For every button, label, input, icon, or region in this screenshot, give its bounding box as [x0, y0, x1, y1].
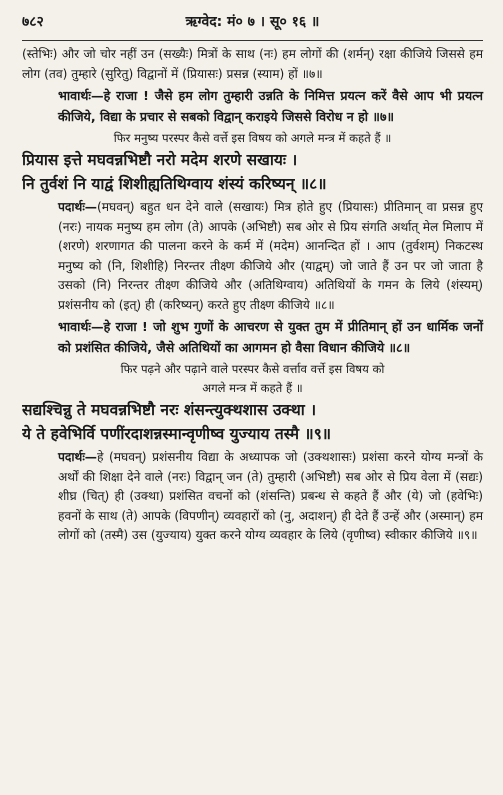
page-header [22, 12, 483, 41]
padarth-continuation: (स्तेभिः) और जो चोर नहीं उन (सख्यैः) मित्रों के साथ (नः) हम लोगों की (शर्मन्) रक्षा कीजिये जिससे हम लोग (तव) तुम्हारे (सुरितु) विद्वानों में (प्रियासः) प्रसन्न (स्याम) हों ॥७॥ [22, 47, 483, 81]
padarth-label: पदार्थः— [58, 450, 97, 464]
padarth-text: हे (मघवन्) प्रशंसनीय विद्या के अध्यापक जो (उक्थशासः) प्रशंसा करने योग्य मन्त्रों के अर्थों की शिक्षा देने वाले (नरः) विद्वान् जन (ते) तुम्हारी (अभिष्टौ) सब ओर से प्रिय वेला में (सद्यः) शीघ्र (चित्) ही (उक्था) प्रशंसित वचनों को (शंसन्ति) प्रबन्ध से कहते हैं और (ये) जो (हवेभिः) हवनों के साथ (ते) आपके (विपणीन्) व्यवहारों को (नु, अदाशन्) ही देते हैं उन्हें और (अस्मान्) हम लोगों को (तस्मै) उस (युज्याय) युक्त करने योग्य व्यवहार के लिये (वृणीष्व) स्वीकार कीजिये ॥९॥ [58, 450, 483, 542]
intro-line-b: अगले मन्त्र में कहते हैं ॥ [202, 381, 303, 395]
mantra-8-line-1: प्रियास इत्ते मघवन्नभिष्टौ नरो मदेम शरणे सखायः । [22, 151, 298, 169]
bhavarth-text: हे राजा ! जो शुभ गुणों के आचरण से युक्त तुम में प्रीतिमान् हों उन धार्मिक जनों को प्रशंसित कीजिये, जैसे अतिथियों का आगमन हो वैसा विधान कीजिये ॥८॥ [58, 319, 483, 355]
bhavarth-7 [22, 86, 483, 127]
bhavarth-label: भावार्थः— [58, 88, 104, 103]
padarth-label: पदार्थः— [58, 200, 97, 214]
mantra-9-line-2: ये ते हवेभिर्वि पणींरदाशन्नस्मान्वृणीष्व युज्याय तस्मै ॥९॥ [22, 425, 332, 443]
padarth-text: (मघवन्) बहुत धन देने वाले (सखायः) मित्र होते हुए (प्रियासः) प्रीतिमान् वा प्रसन्न हुए (नरः) नायक मनुष्य हम लोग (ते) आपके (अभिष्टौ) सब ओर से प्रिय संगति अर्थात् मेल मिलाप में (शरणे) शरणागत की पालना करने के कर्म में (मदेम) आनन्दित हों । आप (तुर्वशम्) निकटस्थ मनुष्य को (नि, शिशीहि) निरन्तर तीक्ष्ण कीजिये और (याद्वम्) जो जाते हैं उन पर जो जाता है उसको (नि) निरन्तर तीक्ष्ण कीजिये और (अतिथिग्वाय) अतिथियों के गमन के लिये (शंस्यम्) प्रशंसनीय को (इत्) ही (करिष्यन्) करते हुए तीक्ष्ण कीजिये ॥८॥ [58, 200, 483, 312]
running-head: ऋग्वेद: मं० ७ । सू० १६ ॥ [185, 14, 320, 30]
padarth-8 [22, 198, 483, 315]
bhavarth-8 [22, 317, 483, 358]
bhavarth-text: हे राजा ! जैसे हम लोग तुम्हारी उन्नति के निमित्त प्रयत्न करें वैसे आप भी प्रयत्न कीजिये, विद्या के प्रचार से सबको विद्वान् कराइये जिससे विरोध न हो ॥७॥ [58, 88, 483, 124]
intro-line: फिर मनुष्य परस्पर कैसे वर्त्ते इस विषय को अगले मन्त्र में कहते हैं ॥ [113, 131, 392, 145]
padarth-9 [22, 448, 483, 546]
bhavarth-label: भावार्थः— [58, 319, 104, 334]
mantra-8-line-2: नि तुर्वशं नि याद्वं शिशीह्यतिथिग्वाय शंस्यं करिष्यन् ॥८॥ [22, 175, 327, 193]
intro-line-a: फिर पढ़ने और पढ़ाने वाले परस्पर कैसे वर्त्ताव वर्त्ते इस विषय को [120, 362, 385, 376]
mantra-9-line-1: सद्यश्चिन्नु ते मघवन्नभिष्टौ नरः शंसन्त्युक्थशास उक्था । [22, 401, 317, 419]
page-number: ७८२ [22, 14, 44, 30]
